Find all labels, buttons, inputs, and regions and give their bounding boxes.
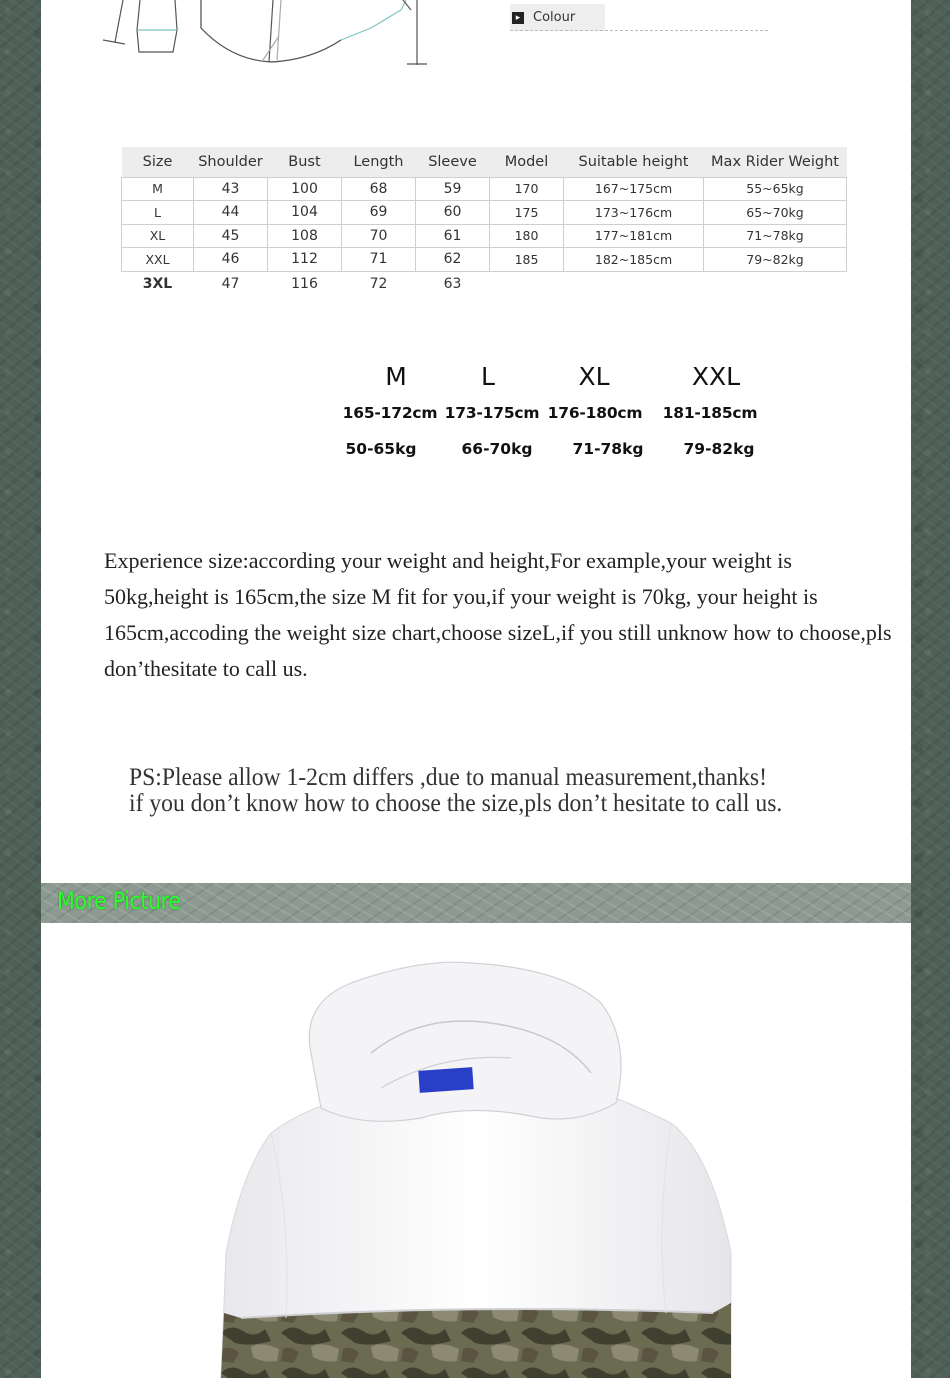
quick-size-label: M [385, 362, 407, 391]
header-suitable-height: Suitable height [564, 147, 704, 177]
colour-label: Colour [533, 10, 576, 25]
quick-size-weight: 79-82kg [683, 440, 755, 458]
quick-size-weight: 71-78kg [572, 440, 644, 458]
camo-band [241, 1309, 713, 1378]
header-max-rider-weight: Max Rider Weight [704, 147, 847, 177]
cell-size: XXL [122, 248, 194, 272]
size-guide-panel [41, 0, 911, 883]
hoodie-tag [418, 1067, 473, 1093]
table-row [122, 201, 847, 225]
experience-size-text: Experience size:according your weight and height,For example,your weight is 50kg,height is 165cm,the size M fit for you,if your weight is 70kg, your height is 165cm,accoding the weight size chart,choose sizeL,if you still unknow how to choose,pls don’thesitate to call us. [104, 548, 892, 681]
cell-size: M [122, 177, 194, 201]
cell-length: 72 [369, 275, 388, 292]
header-size: Size [122, 147, 194, 177]
cell-model [490, 271, 564, 296]
garment-measurement-sketch [41, 0, 461, 80]
ps-note [129, 765, 857, 817]
quick-size-label: XL [578, 362, 610, 391]
table-header-row [122, 147, 847, 177]
cell-model: 170 [490, 177, 564, 201]
cell-bust: 108 [268, 224, 342, 248]
table-row [122, 177, 847, 201]
cell-length: 68 [342, 177, 416, 201]
camo-left-sleeve [221, 1313, 241, 1378]
cell-length: 70 [342, 224, 416, 248]
cell-length: 71 [342, 248, 416, 272]
cell-model: 180 [490, 224, 564, 248]
cell-shoulder: 46 [194, 248, 268, 272]
cell-sleeve: 60 [416, 201, 490, 225]
cell-size: 3XL [142, 275, 173, 292]
hoodie-product-image [41, 923, 911, 1378]
cell-bust: 116 [291, 275, 318, 292]
cell-sleeve: 61 [416, 224, 490, 248]
header-bust: Bust [268, 147, 342, 177]
cell-max-weight: 79~82kg [704, 248, 847, 272]
hoodie-hood [309, 962, 621, 1121]
cell-shoulder: 45 [194, 224, 268, 248]
more-picture-band [41, 883, 911, 923]
quick-size-height: 176-180cm [547, 404, 643, 422]
quick-size-weight: 50-65kg [345, 440, 417, 458]
cell-size: L [122, 201, 194, 225]
size-table [121, 147, 847, 296]
colour-tag [510, 4, 605, 31]
cell-suitable-height: 173~176cm [564, 201, 704, 225]
cell-suitable-height: 167~175cm [564, 177, 704, 201]
cell-bust: 100 [268, 177, 342, 201]
table-row [122, 224, 847, 248]
header-sleeve: Sleeve [416, 147, 490, 177]
cell-suitable-height: 182~185cm [564, 248, 704, 272]
cell-shoulder: 43 [194, 177, 268, 201]
quick-size-label: L [481, 362, 495, 391]
quick-size-label: XXL [691, 362, 741, 391]
cell-shoulder: 44 [194, 201, 268, 225]
quick-size-height: 173-175cm [444, 404, 540, 422]
header-shoulder: Shoulder [194, 147, 268, 177]
cell-suitable-height: 177~181cm [564, 224, 704, 248]
cell-model: 175 [490, 201, 564, 225]
cell-max-weight: 71~78kg [704, 224, 847, 248]
quick-size-height: 181-185cm [662, 404, 758, 422]
camo-right-sleeve [713, 1303, 731, 1378]
table-row [122, 271, 847, 296]
header-length: Length [342, 147, 416, 177]
ps-note-line-2: if you don’t know how to choose the size,pls don’t hesitate to call us. [129, 790, 783, 817]
quick-size-weight: 66-70kg [461, 440, 533, 458]
quick-size-height: 165-172cm [342, 404, 438, 422]
cell-sleeve: 63 [443, 275, 462, 292]
cell-model: 185 [490, 248, 564, 272]
cell-bust: 112 [268, 248, 342, 272]
cell-size: XL [122, 224, 194, 248]
cell-max-weight [704, 271, 847, 296]
ps-note-line-1: PS:Please allow 1-2cm differs ,due to manual measurement,thanks! [129, 764, 767, 791]
cell-suitable-height [564, 271, 704, 296]
cell-shoulder: 47 [221, 275, 240, 292]
arrow-right-icon: ▸ [512, 12, 524, 24]
cell-max-weight: 65~70kg [704, 201, 847, 225]
cell-sleeve: 59 [416, 177, 490, 201]
product-photo-panel [41, 923, 911, 1378]
cell-sleeve: 62 [416, 248, 490, 272]
cell-length: 69 [342, 201, 416, 225]
colour-divider [510, 30, 768, 31]
cell-max-weight: 55~65kg [704, 177, 847, 201]
table-row [122, 248, 847, 272]
more-picture-title: More Picture [57, 887, 181, 915]
header-model: Model [490, 147, 564, 177]
cell-bust: 104 [268, 201, 342, 225]
